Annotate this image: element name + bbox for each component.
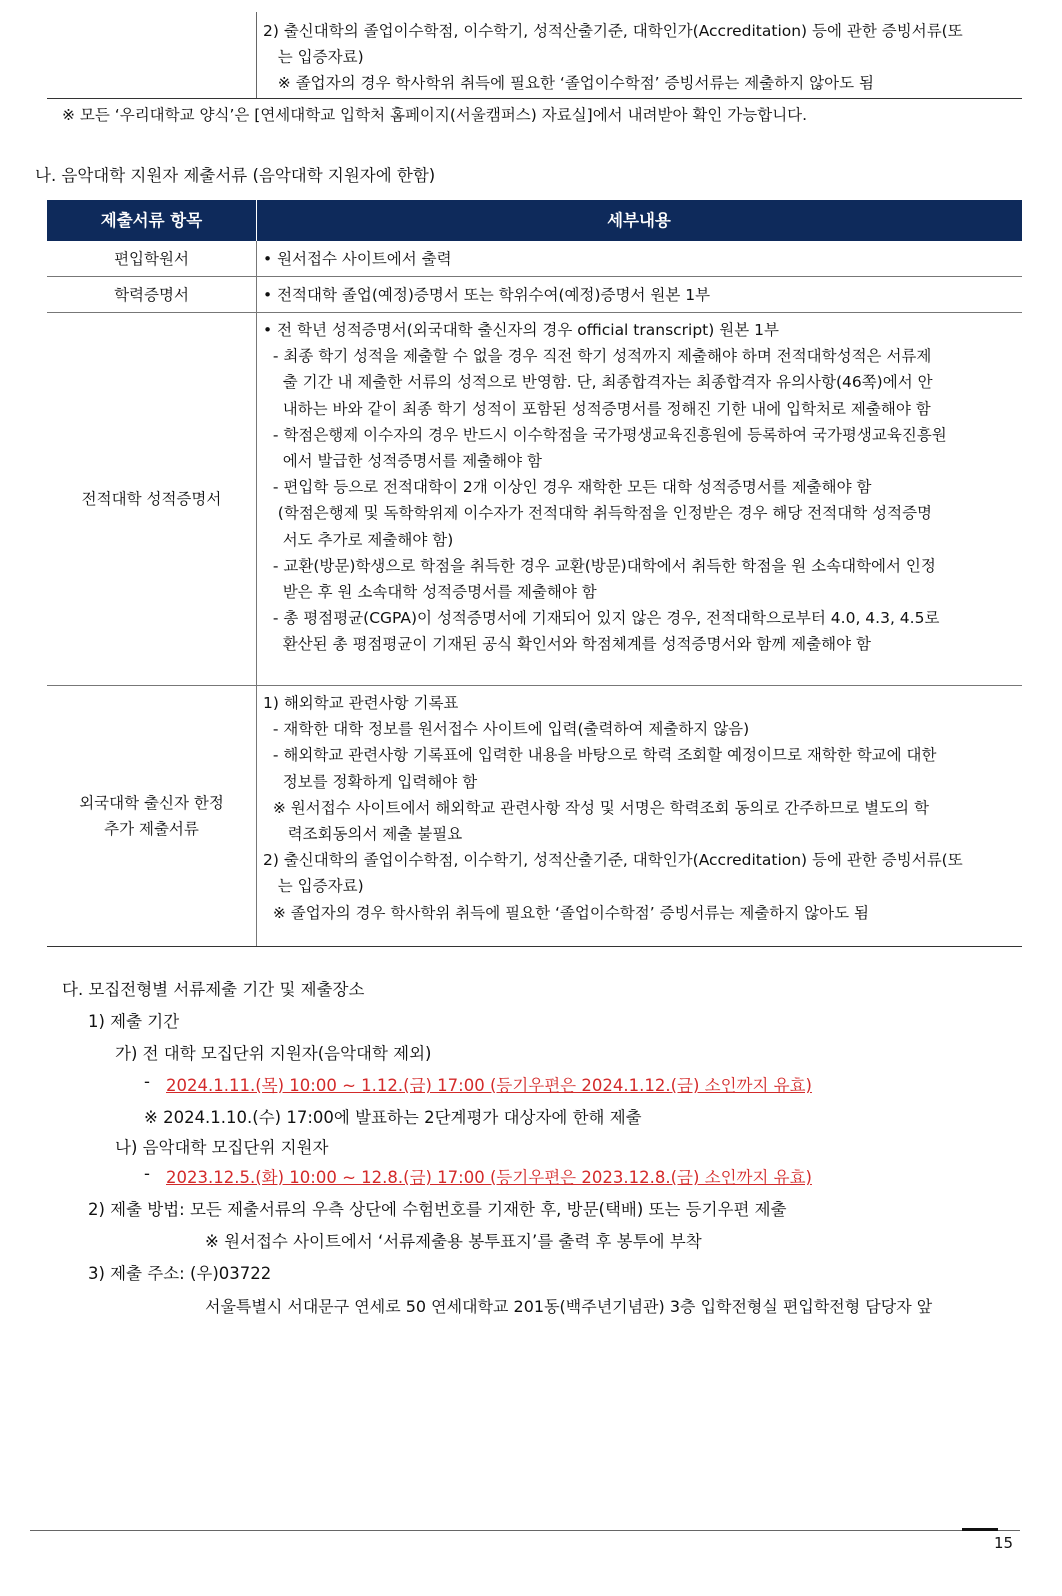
continuation-cell bbox=[263, 18, 963, 96]
address-text: 서울특별시 서대문구 연세로 50 연세대학교 201동(백주년기념관) 3층 입학전형실 편입학전형 담당자 앞 bbox=[205, 1297, 933, 1316]
table-row bbox=[47, 277, 1022, 313]
forms-note: ※ 모든 ‘우리대학교 양식’은 [연세대학교 입학처 홈페이지(서울캠퍼스) 자료실]에서 내려받아 확인 가능합니다. bbox=[62, 106, 808, 124]
address-label: 3) 제출 주소: (우)03722 bbox=[88, 1264, 272, 1283]
row-label: 외국대학 출신자 한정 추가 제출서류 bbox=[79, 794, 224, 838]
row-content: • 전 학년 성적증명서(외국대학 출신자의 경우 official transcript) 원본 1부 - 최종 학기 성적을 제출할 수 없을 경우 직전 학기 성적까지 제출해야 하며 전적대학성적은 서류제 출 기간 내 제출한 서류의 성적으로 반영함. 단, 최종합격자는 최종합격자 유의사항(46쪽)에서 안 내하는 바와 같이 최종 학기 성적이 포함된 성적증명서를 정해진 기한 내에 입학처로 제출해야 함 - 학점은행제 이수자의 경우 반드시 이수학점을 국가평생교육진흥원에 등록하여 국가평생교육진흥원 에서 발급한 성적증명서를 제출해야 함 - 편입학 등으로 전적대학이 2개 이상인 경우 재학한 모든 대학 성적증명서를 제출해야 함 (학점은행제 및 독학학위제 이수자가 전적대학 취득학점을 인정받은 경우 해당 전적대학 성적증명 서도 추가로 제출해야 함) - 교환(방문)학생으로 학점을 취득한 경우 교환(방문)대학에서 취득한 학점을 원 소속대학에서 인정 받은 후 원 소속대학 성적증명서를 제출해야 함 - 총 평점평균(CGPA)이 성적증명서에 기재되어 있지 않은 경우, 전적대학으로부터 4.0, 4.3, 4.5로 환산된 총 평점평균이 기재된 공식 확인서와 학점체계를 성적증명서와 함께 제출해야 함 bbox=[263, 321, 947, 654]
row-content: • 원서접수 사이트에서 출력 bbox=[263, 250, 452, 268]
ga-period: 2024.1.11.(목) 10:00 ~ 1.12.(금) 17:00 (등기우편은 2024.1.12.(금) 소인까지 유효) bbox=[166, 1076, 812, 1095]
text-line: 는 입증자료) bbox=[263, 48, 364, 66]
row-label: 편입학원서 bbox=[114, 249, 189, 268]
row-content: • 전적대학 졸업(예정)증명서 또는 학위수여(예정)증명서 원본 1부 bbox=[263, 286, 711, 304]
column-header: 세부내용 bbox=[607, 211, 671, 230]
row-label: 학력증명서 bbox=[114, 285, 189, 304]
documents-table bbox=[47, 200, 1022, 947]
table-row bbox=[47, 686, 1022, 947]
ga-note: ※ 2024.1.10.(수) 17:00에 발표하는 2단계평가 대상자에 한해 제출 bbox=[144, 1108, 642, 1127]
page-number: 15 bbox=[994, 1534, 1014, 1552]
row-content: 1) 해외학교 관련사항 기록표 - 재학한 대학 정보를 원서접수 사이트에 입력(출력하여 제출하지 않음) - 해외학교 관련사항 기록표에 입력한 내용을 바탕으로 학력 조회할 예정이므로 재학한 학교에 대한 정보를 정확하게 입력해야 함 ※ 원서접수 사이트에서 해외학교 관련사항 작성 및 서명은 학력조회 동의로 간주하므로 별도의 학 력조회동의서 제출 불필요 2) 출신대학의 졸업이수학점, 이수학기, 성적산출기준, 대학인가(Accreditation) 등에 관한 증빙서류(또 는 입증자료) ※ 졸업자의 경우 학사학위 취득에 필요한 ‘졸업이수학점’ 증빙서류는 제출하지 않아도 됨 bbox=[263, 694, 963, 922]
table-row bbox=[47, 241, 1022, 277]
table-header bbox=[47, 200, 1022, 241]
na-period: 2023.12.5.(화) 10:00 ~ 12.8.(금) 17:00 (등기우편은 2023.12.8.(금) 소인까지 유효) bbox=[166, 1168, 812, 1187]
ga-title: 가) 전 대학 모집단위 지원자(음악대학 제외) bbox=[115, 1044, 432, 1063]
column-header: 제출서류 항목 bbox=[100, 211, 203, 230]
footer-divider bbox=[30, 1530, 1020, 1531]
na-dash: - bbox=[144, 1164, 150, 1183]
na-title: 나) 음악대학 모집단위 지원자 bbox=[115, 1138, 329, 1157]
table-row bbox=[47, 313, 1022, 686]
submission-method: 2) 제출 방법: 모든 제출서류의 우측 상단에 수험번호를 기재한 후, 방문(택배) 또는 등기우편 제출 bbox=[88, 1200, 787, 1219]
row-label: 전적대학 성적증명서 bbox=[81, 490, 222, 508]
period-title: 1) 제출 기간 bbox=[88, 1012, 180, 1031]
column-divider bbox=[256, 12, 257, 98]
text-line: ※ 졸업자의 경우 학사학위 취득에 필요한 ‘졸업이수학점’ 증빙서류는 제출하지 않아도 됨 bbox=[263, 74, 874, 92]
section-title: 다. 모집전형별 서류제출 기간 및 제출장소 bbox=[62, 980, 365, 999]
method-note: ※ 원서접수 사이트에서 ‘서류제출용 봉투표지’를 출력 후 봉투에 부착 bbox=[205, 1232, 702, 1251]
ga-dash: - bbox=[144, 1072, 150, 1091]
text-line: 2) 출신대학의 졸업이수학점, 이수학기, 성적산출기준, 대학인가(Accreditation) 등에 관한 증빙서류(또 bbox=[263, 22, 963, 40]
footer-accent bbox=[962, 1528, 998, 1531]
continuation-table bbox=[47, 12, 1022, 99]
section-title: 나. 음악대학 지원자 제출서류 (음악대학 지원자에 한함) bbox=[35, 166, 436, 185]
